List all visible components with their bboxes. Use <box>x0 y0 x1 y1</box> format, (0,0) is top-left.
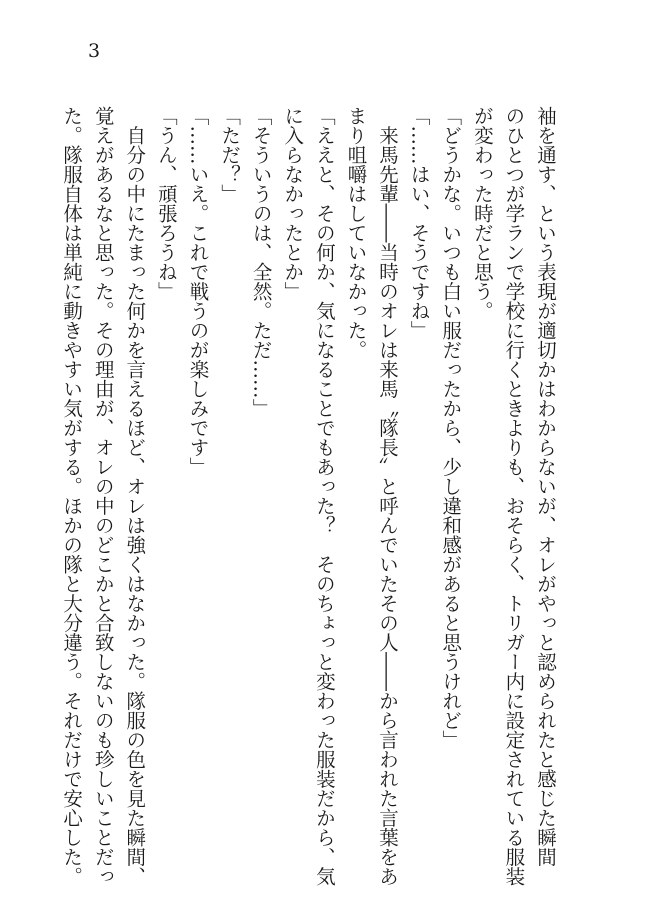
text-line: 「……いえ。これで戦うのが楽しみです」 <box>186 106 210 477</box>
text-line: 「……はい、そうですね」 <box>407 106 431 340</box>
text-line: 「ええと、その何か、気になることでもあった？ そのちょっと変わった服装だから、気 <box>312 106 336 886</box>
text-line: 「どうかな。いつも白い服だったから、少し違和感があると思うけれど」 <box>439 106 463 750</box>
text-line: に入らなかったとか」 <box>281 106 305 301</box>
text-line: 「うん、頑張ろうね」 <box>154 106 178 301</box>
text-line: 「そういうのは、全然。ただ……」 <box>249 106 273 418</box>
text-line: 袖を通す、という表現が適切かはわからないが、オレがやっと認められたと感じた瞬間 <box>534 106 557 867</box>
text-line: のひとつが学ランで学校に行くときよりも、おそらく、トリガー内に設定されている服装 <box>502 106 526 886</box>
text-line: が変わった時だと思う。 <box>470 106 494 321</box>
page-number: 3 <box>88 40 101 62</box>
vertical-body-text <box>56 106 562 886</box>
text-line: た。隊服自体は単純に動きやすい気がする。ほかの隊と大分違う。それだけで安心した。 <box>60 106 84 886</box>
text-line: 自分の中にたまった何かを言えるほど、オレは強くはなかった。隊服の色を見た瞬間、 <box>123 106 147 886</box>
text-line: 「ただ？」 <box>218 106 242 204</box>
text-line: 来馬先輩――当時のオレは来馬〝隊長〟と呼んでいたその人――から言われた言葉をあ <box>376 106 400 886</box>
text-line: 覚えがあるなと思った。その理由が、オレの中のどこかと合致しないのも珍しいことだっ <box>91 106 115 886</box>
text-line: まり咀嚼はしていなかった。 <box>344 106 368 360</box>
